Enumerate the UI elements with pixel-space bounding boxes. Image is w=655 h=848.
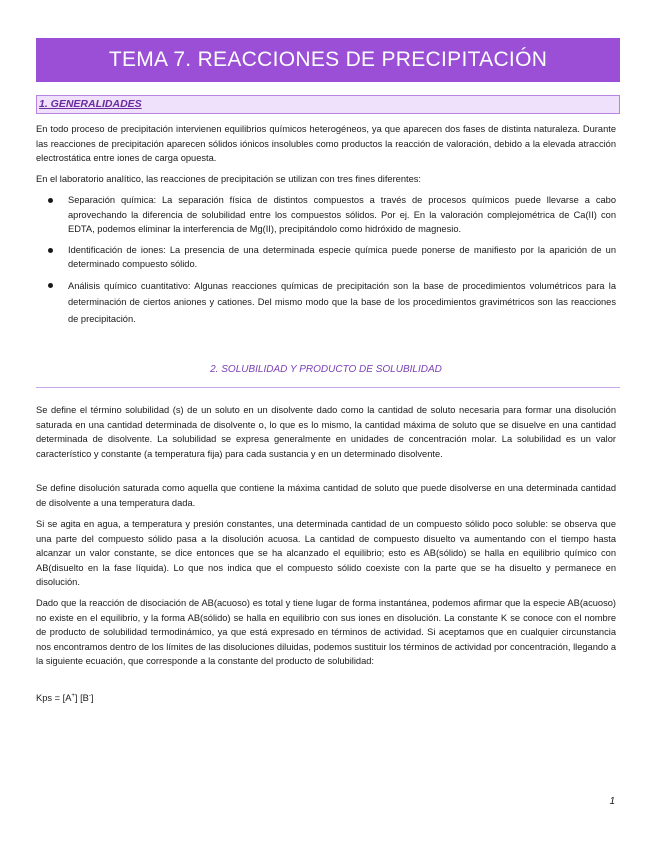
paragraph: Se define el término solubilidad (s) de un soluto en un disolvente dado como la cantidad de soluto necesaria para formar una disolución saturada en una cantidad determinada de disolvente o, lo que es lo mismo, la cantidad máxima de soluto que se disuelve en una cantidad determinada de disolvente. La solubilidad se expresa generalmente en unidades de concentración molar. La solubilidad es un valor característico y constante (a temperatura fija) para cada sustancia y en un determinado disolvente. [36, 405, 616, 459]
paragraph: En todo proceso de precipitación intervienen equilibrios químicos heterogéneos, ya que aparecen dos fases de distinta naturaleza. Durante las reacciones de precipitación aparecen sólidos iónicos insolubles como productos la reacción de valoración, debido a la elevada atracción electrostática entre iones de carga opuesta. [36, 124, 616, 164]
bullet-icon [48, 198, 53, 203]
paragraph: Se define disolución saturada como aquella que contiene la máxima cantidad de soluto que puede disolverse en una determinada cantidad de disolvente a una temperatura dada. [36, 483, 616, 508]
list-item: Análisis químico cuantitativo: Algunas reacciones químicas de precipitación son la base de procedimientos volumétricos para la determinación de ciertos aniones y cationes. Del mismo modo que la base de los procedimientos gravimétricos son las reacciones de precipitación. [62, 278, 616, 328]
divider [36, 387, 620, 388]
section-heading-generalidades: 1. GENERALIDADES [36, 95, 620, 114]
bullet-icon [48, 248, 53, 253]
page-number: 1 [609, 796, 615, 807]
section-heading-solubilidad: 2. SOLUBILIDAD Y PRODUCTO DE SOLUBILIDAD [210, 364, 442, 375]
equation: Kps = [A+] [B-] [36, 693, 94, 704]
bullet-list [62, 193, 616, 333]
list-item: Identificación de iones: La presencia de una determinada especie química puede ponerse de manifiesto por la aparición de un determinado compuesto sólido. [62, 243, 616, 272]
bullet-icon [48, 283, 53, 288]
paragraph: Si se agita en agua, a temperatura y presión constantes, una determinada cantidad de un compuesto sólido poco soluble: se observa que una parte del compuesto sólido pasa a la disolución acuosa. La cantidad de compuesto disuelto va aumentando con el tiempo hasta alcanzar un valor constante, se dice entonces que se ha alcanzado el equilibrio; esto es AB(sólido) se halla en equilibrio químico con AB(disuelto en la fase líquida). Lo que nos indica que el compuesto sólido coexiste con la parte que se ha disuelto y permanece en disolución. [36, 519, 616, 588]
paragraph: Dado que la reacción de disociación de AB(acuoso) es total y tiene lugar de forma instantánea, podemos afirmar que la especie AB(acuoso) no existe en el equilibrio, y la forma AB(sólido) se halla en equilibrio con sus iones en disolución. La constante K se conoce con el nombre de producto de solubilidad termodinámico, ya que está expresado en términos de actividad. Si aceptamos que en cualquier circunstancia nos encontramos dentro de los límites de las disoluciones diluidas, podemos sustituir los términos de actividad por concentración, llegando a la siguiente ecuación, que corresponde a la constante del producto de solubilidad: [36, 598, 616, 667]
page-title: TEMA 7. REACCIONES DE PRECIPITACIÓN [36, 38, 620, 82]
list-item: Separación química: La separación física de distintos compuestos a través de procesos químicos puede llevarse a cabo aprovechando la diferencia de solubilidad entre los compuestos sólidos. Por ej. En la valoración complejométrica de Ca(II) con EDTA, podemos eliminar la interferencia de Mg(II), precipitándolo como hidróxido de magnesio. [62, 193, 616, 237]
paragraph: En el laboratorio analítico, las reacciones de precipitación se utilizan con tres fines diferentes: [36, 174, 421, 184]
